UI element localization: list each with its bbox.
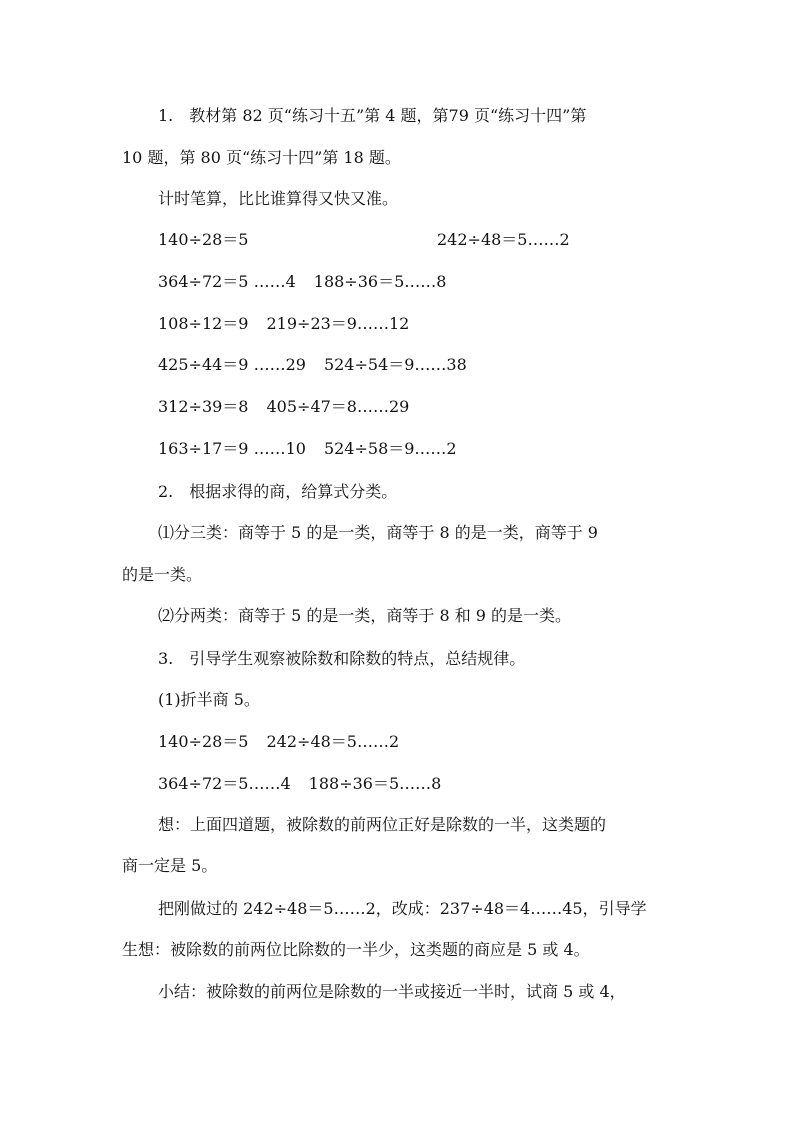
equation: 405÷47＝8……29 (266, 397, 410, 416)
section1-line1: 1. 教材第 82 页“练习十五”第 4 题，第79 页“练习十四”第 (158, 106, 587, 125)
section1-instruction: 计时笔算，比比谁算得又快又准。 (158, 189, 399, 208)
equation: 524÷54＝9……38 (323, 355, 467, 374)
section2-item1-line2: 的是一类。 (122, 565, 203, 584)
section3-title: 3. 引导学生观察被除数和除数的特点，总结规律。 (158, 649, 526, 668)
equation: 364÷72＝5 ……4 (158, 272, 296, 291)
equation: 188÷36＝5……8 (308, 774, 442, 793)
equation-row-6 (158, 437, 457, 461)
section2-item1-line1: ⑴分三类：商等于 5 的是一类，商等于 8 的是一类，商等于 9 (158, 523, 598, 542)
section2-title: 2. 根据求得的商，给算式分类。 (158, 482, 398, 501)
equation-row-5 (158, 395, 409, 419)
equation-row-4 (158, 353, 467, 377)
equation: 108÷12＝9 (158, 314, 249, 333)
equation-row-7 (158, 730, 399, 754)
equation: 163÷17＝9 ……10 (158, 439, 306, 458)
think-line2: 商一定是 5。 (122, 856, 218, 875)
equation: 188÷36＝5……8 (313, 272, 447, 291)
equation: 219÷23＝9……12 (266, 314, 410, 333)
section2-item2: ⑵分两类：商等于 5 的是一类，商等于 8 和 9 的是一类。 (158, 606, 572, 625)
equation: 242÷48＝5……2 (266, 732, 400, 751)
equation-row-3 (158, 312, 409, 336)
equation: 524÷58＝9……2 (323, 439, 457, 458)
equation: 140÷28＝5 (158, 230, 249, 249)
equation: 364÷72＝5……4 (158, 774, 291, 793)
equation: 242÷48＝5……2 (437, 230, 570, 249)
equation-row-2 (158, 270, 446, 294)
equation: 140÷28＝5 (158, 732, 249, 751)
summary-line1: 小结：被除数的前两位是除数的一半或接近一半时，试商 5 或 4， (158, 982, 626, 1001)
equation: 312÷39＝8 (158, 397, 249, 416)
equation-row-1 (158, 228, 249, 252)
change-line2: 生想：被除数的前两位比除数的一半少，这类题的商应是 5 或 4。 (122, 940, 590, 959)
equation-row-8 (158, 772, 441, 796)
think-line1: 想：上面四道题，被除数的前两位正好是除数的一半，这类题的 (158, 815, 607, 834)
equation: 425÷44＝9 ……29 (158, 355, 306, 374)
section3-sub1: (1)折半商 5。 (158, 690, 260, 709)
change-line1: 把刚做过的 242÷48＝5……2，改成：237÷48＝4……45，引导学 (158, 899, 647, 918)
section1-line2: 10 题，第 80 页“练习十四”第 18 题。 (122, 148, 401, 167)
